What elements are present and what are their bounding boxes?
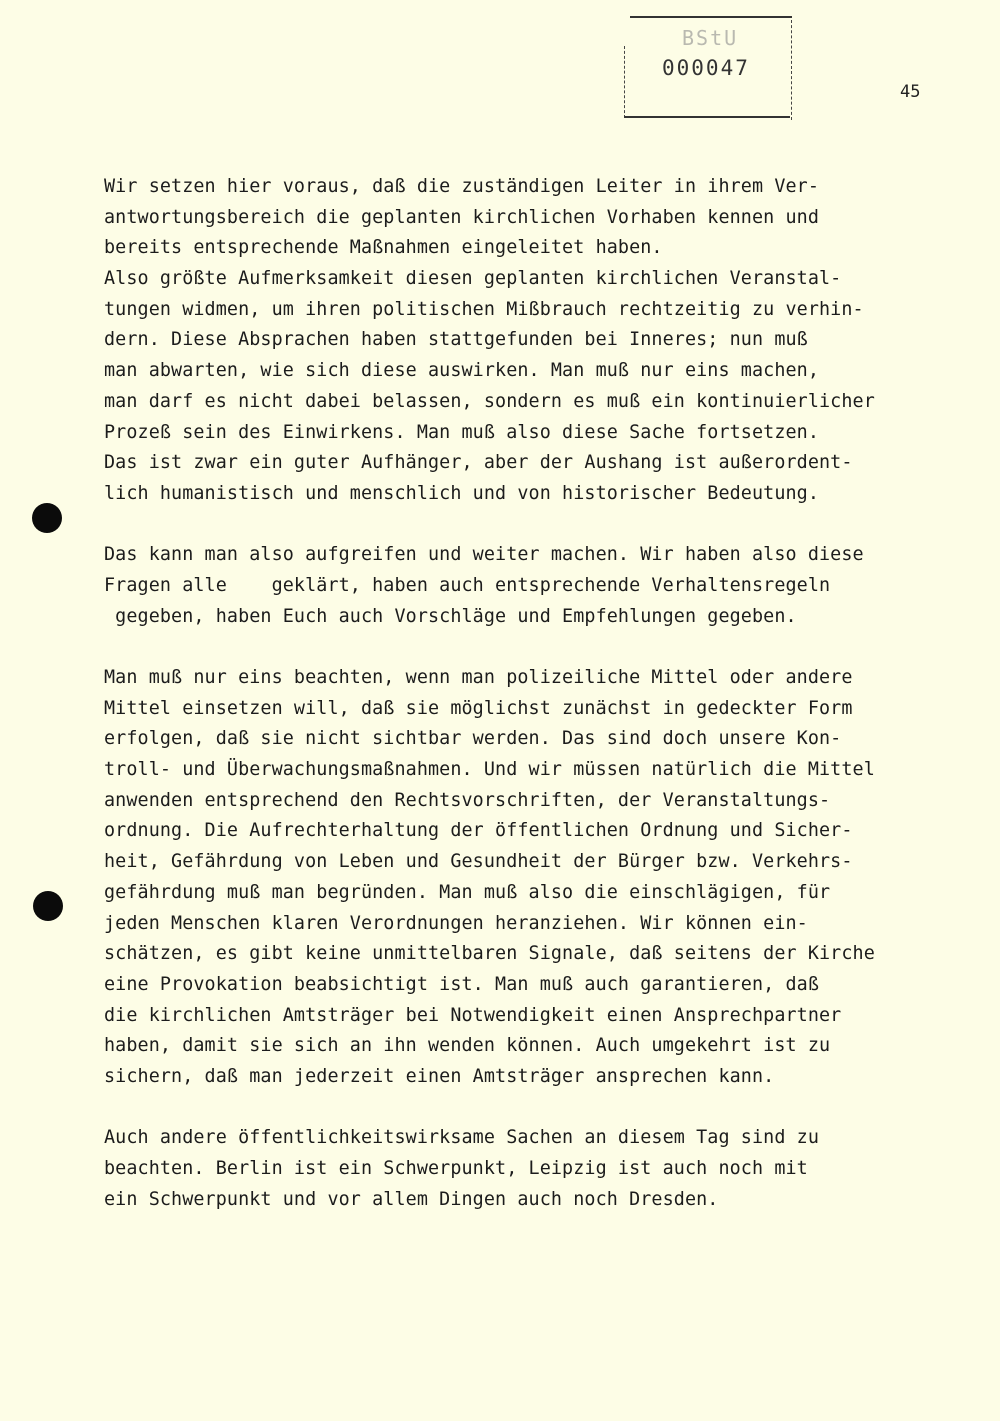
text-line: schätzen, es gibt keine unmittelbaren Signale, daß seitens der Kirche [104, 943, 875, 965]
text-line: bereits entsprechende Maßnahmen eingeleitet haben. [104, 237, 663, 259]
stamp-border-right [791, 20, 792, 120]
text-line: Also größte Aufmerksamkeit diesen geplanten kirchlichen Veranstal- [104, 268, 842, 290]
text-line: gefährdung muß man begründen. Man muß also die einschlägigen, für [104, 881, 831, 903]
stamp-border-bottom [624, 116, 790, 118]
stamp-border-top [630, 16, 792, 18]
paragraph [104, 1123, 974, 1215]
text-line: eine Provokation beabsichtigt ist. Man muß auch garantieren, daß [104, 973, 820, 995]
stamp-label: BStU [682, 26, 739, 50]
text-line: jeden Menschen klaren Verordnungen heranziehen. Wir können ein- [104, 912, 808, 934]
text-line: Auch andere öffentlichkeitswirksame Sachen an diesem Tag sind zu [104, 1127, 820, 1149]
text-line: die kirchlichen Amtsträger bei Notwendigkeit einen Ansprechpartner [104, 1004, 842, 1026]
text-line: man darf es nicht dabei belassen, sondern es muß ein kontinuierlicher [104, 390, 875, 412]
text-line: ordnung. Die Aufrechterhaltung der öffentlichen Ordnung und Sicher- [104, 820, 853, 842]
paragraph [104, 540, 974, 632]
punch-hole [33, 891, 63, 921]
text-line: anwenden entsprechend den Rechtsvorschriften, der Veranstaltungs- [104, 789, 831, 811]
text-line: Prozeß sein des Einwirkens. Man muß also diese Sache fortsetzen. [104, 421, 820, 443]
text-line: troll- und Überwachungsmaßnahmen. Und wir müssen natürlich die Mittel [104, 759, 875, 781]
stamp-border-left [624, 46, 625, 118]
text-line: man abwarten, wie sich diese auswirken. Man muß nur eins machen, [104, 360, 820, 382]
paragraph [104, 172, 974, 510]
text-line: heit, Gefährdung von Leben und Gesundheit der Bürger bzw. Verkehrs- [104, 851, 853, 873]
archive-stamp [624, 16, 792, 118]
text-line: Das kann man also aufgreifen und weiter machen. Wir haben also diese [104, 544, 864, 566]
text-line: Man muß nur eins beachten, wenn man polizeiliche Mittel oder andere [104, 667, 853, 688]
text-line: antwortungsbereich die geplanten kirchlichen Vorhaben kennen und [104, 206, 820, 228]
paragraph [104, 663, 974, 1093]
text-line: lich humanistisch und menschlich und von historischer Bedeutung. [104, 482, 820, 504]
text-line: sichern, daß man jederzeit einen Amtsträger ansprechen kann. [104, 1065, 775, 1087]
body-text [104, 172, 974, 1246]
punch-hole [32, 503, 62, 533]
text-line: tungen widmen, um ihren politischen Mißbrauch rechtzeitig zu verhin- [104, 298, 864, 320]
text-line: Das ist zwar ein guter Aufhänger, aber der Aushang ist außerordent- [104, 452, 853, 474]
text-line: haben, damit sie sich an ihn wenden können. Auch umgekehrt ist zu [104, 1035, 831, 1057]
text-line: dern. Diese Absprachen haben stattgefunden bei Inneres; nun muß [104, 329, 808, 351]
text-line: Wir setzen hier voraus, daß die zuständigen Leiter in ihrem Ver- [104, 176, 820, 197]
text-line: ein Schwerpunkt und vor allem Dingen auch noch Dresden. [104, 1188, 719, 1210]
text-line: Mittel einsetzen will, daß sie möglichst zunächst in gedeckter Form [104, 697, 853, 719]
page-number: 45 [900, 82, 921, 102]
stamp-number: 000047 [662, 56, 750, 80]
text-line: beachten. Berlin ist ein Schwerpunkt, Leipzig ist auch noch mit [104, 1158, 808, 1179]
text-line: erfolgen, daß sie nicht sichtbar werden. Das sind doch unsere Kon- [104, 728, 842, 750]
text-line: gegeben, haben Euch auch Vorschläge und Empfehlungen gegeben. [104, 605, 797, 627]
text-line: Fragen alle geklärt, haben auch entsprechende Verhaltensregeln [104, 574, 831, 596]
